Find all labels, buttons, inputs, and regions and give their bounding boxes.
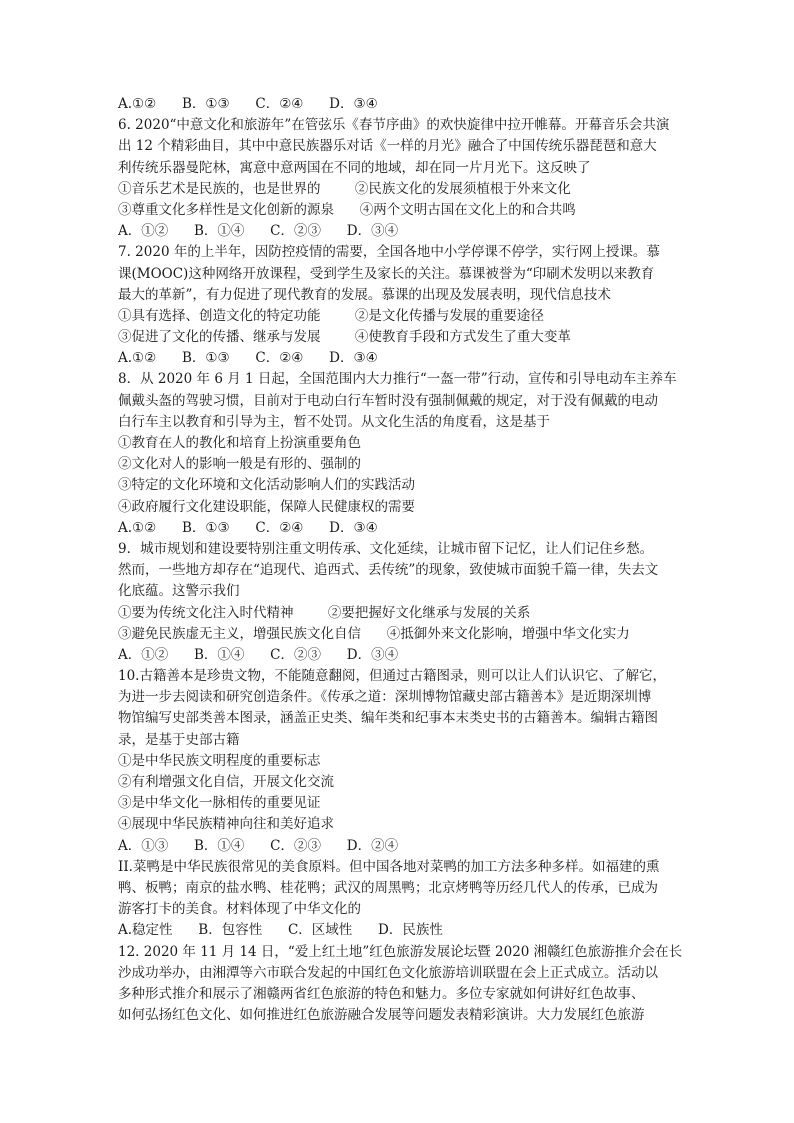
text-line: ③促进了文化的传播、继承与发展 ④使教育手段和方式发生了重大变革 [118, 329, 571, 346]
text-line: A．①② B．①④ C．②③ D．③④ [118, 223, 399, 240]
text-line: 为进一步去阅读和研究创造条件。《传承之道：深圳博物馆藏史部古籍善本》是近期深圳博 [118, 689, 652, 706]
text-line: 录，是基于史部古籍 [118, 731, 240, 748]
text-line: ①要为传统文化注入时代精神 ②要把握好文化继承与发展的关系 [118, 604, 531, 621]
text-line: 6. 2020“中意文化和旅游年”在管弦乐《春节序曲》的欢快旋律中拉开帷幕。开幕音乐会共演 [118, 117, 670, 134]
exam-page [118, 94, 683, 1026]
question-block [118, 539, 678, 666]
text-line: 游客打卡的美食。材料体现了中华文化的 [118, 901, 361, 918]
text-line: II.菜鸭是中华民族很常见的美食原料。但中国各地对菜鸭的加工方法多种多样。如福建的熏 [118, 858, 660, 875]
text-line: 如何弘扬红色文化、如何推进红色旅游融合发展等问题发表精彩演讲。大力发展红色旅游 [118, 1007, 645, 1024]
text-line: A.①② B．①③ C．②④ D．③④ [118, 350, 378, 367]
text-line: A.稳定性 B．包容性 C．区域性 D．民族性 [118, 922, 443, 939]
text-line: ①教育在人的教化和培育上扮演重要角色 [118, 435, 361, 451]
text-line: ③特定的文化环境和文化活动影响人们的实践活动 [118, 477, 415, 494]
text-line: 最大的革新”，有力促进了现代教育的发展。慕课的出现及发展表明，现代信息技术 [118, 286, 611, 303]
text-line: A.①② B．①③ C．②④ D．③④ [118, 96, 378, 112]
text-line: 课(MOOC)这种网络开放课程，受到学生及家长的关注。慕课被誉为“印刷术发明以来教育 [118, 265, 655, 282]
text-line: 白行车主以教育和引导为主，暂不处罚。从文化生活的角度看，这是基于 [118, 413, 550, 430]
question-block [118, 666, 678, 857]
text-line: ④展现中华民族精神向往和美好追求 [118, 816, 334, 833]
text-line: 沙成功举办，由湘潭等六市联合发起的中国红色文化旅游培训联盟在会上正式成立。活动以 [118, 964, 658, 981]
text-line: 出 12 个精彩曲目，其中中意民族器乐对话《一样的月光》融合了中国传统乐器琵琶和意大 [118, 138, 657, 155]
text-line: 鸭、板鸭；南京的盐水鸭、桂花鸭；武汉的周黑鸭；北京烤鸭等历经几代人的传承，已成为 [118, 879, 658, 896]
text-line: A．①③ B．①④ C．②③ D．②④ [118, 837, 399, 854]
text-line: A.①② B．①③ C．②④ D．③④ [118, 519, 378, 536]
text-line: ①是中华民族文明程度的重要标志 [118, 752, 321, 769]
question-block [118, 94, 678, 115]
text-line: 12. 2020 年 11 月 14 日，“爱上红土地”红色旅游发展论坛暨 2020 湘赣红色旅游推介会在长 [118, 943, 683, 960]
text-line: ④政府履行文化建设职能，保障人民健康权的需要 [118, 498, 415, 515]
text-line: 多种形式推介和展示了湘赣两省红色旅游的特色和魅力。多位专家就如何讲好红色故事、 [118, 985, 645, 1002]
text-line: ③避免民族虚无主义，增强民族文化自信 ④抵御外来文化影响，增强中华文化实力 [118, 625, 630, 642]
text-line: 物馆编写史部类善本图录，涵盖正史类、编年类和纪事本末类史书的古籍善本。编辑古籍图 [118, 710, 658, 727]
question-block [118, 942, 683, 1027]
question-block [118, 369, 678, 539]
text-line: A．①② B．①④ C．②③ D．③④ [118, 646, 399, 663]
text-line: ③是中华文化一脉相传的重要见证 [118, 795, 321, 812]
text-line: ②文化对人的影响一般是有形的、强制的 [118, 456, 361, 473]
text-line: 10.古籍善本是珍贵文物，不能随意翻阅，但通过古籍图录，则可以让人们认识它、了解它， [118, 668, 666, 685]
question-block [118, 242, 678, 369]
text-line: ②有利增强文化自信，开展文化交流 [118, 774, 334, 790]
text-line: ①具有选择、创造文化的特定功能 ②是文化传播与发展的重要途径 [118, 307, 544, 324]
text-line: 7. 2020 年的上半年，因防控疫情的需要，全国各地中小学停课不停学，实行网上授课。慕 [118, 244, 660, 261]
text-line: 9．城市规划和建设要特别注重文明传承、文化延续，让城市留下记忆，让人们记住乡愁。 [118, 540, 654, 557]
text-line: 8．从 2020 年 6 月 1 日起，全国范围内大力推行“一盔一带”行动，宣传和引导电动车主养车 [118, 371, 677, 388]
text-line: 化底蕴。这警示我们 [118, 583, 240, 600]
question-block [118, 857, 678, 942]
text-line: ③尊重文化多样性是文化创新的源泉 ④两个文明古国在文化上的和合共鸣 [118, 201, 576, 218]
text-line: 利传统乐器曼陀林，寓意中意两国在不同的地域，却在同一片月光下。这反映了 [118, 159, 591, 176]
text-line: 然而，一些地方却存在“追现代、追西式、丢传统”的现象，致使城市面貌千篇一律，失去文 [118, 562, 659, 579]
text-line: 佩戴头盔的驾驶习惯，目前对于电动白行车暂时没有强制佩戴的规定，对于没有佩戴的电动 [118, 392, 658, 409]
text-line: ①音乐艺术是民族的，也是世界的 ②民族文化的发展须植根于外来文化 [118, 180, 571, 197]
question-block [118, 115, 678, 242]
